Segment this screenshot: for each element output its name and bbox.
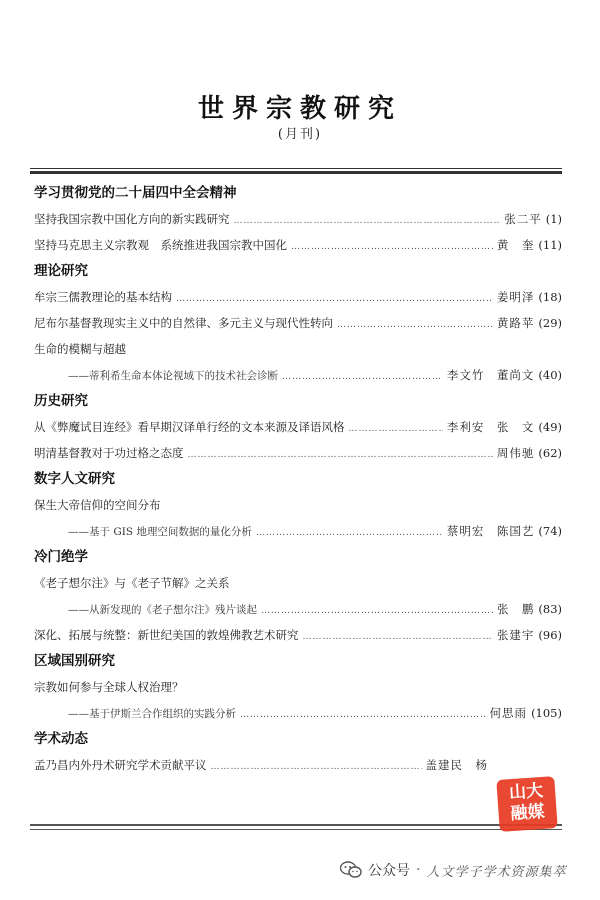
entry-author: 蔡明宏 陈国艺 xyxy=(446,524,535,538)
toc-entry[interactable] xyxy=(34,310,562,336)
toc-entry[interactable] xyxy=(34,752,562,778)
header-rule-thin xyxy=(30,168,562,169)
entry-subtitle: ——基于伊斯兰合作组织的实践分析 xyxy=(68,708,236,720)
toc-entry[interactable] xyxy=(34,362,562,388)
entry-title: 坚持马克思主义宗教观 系统推进我国宗教中国化 xyxy=(34,238,287,252)
wechat-watermark xyxy=(340,860,566,880)
entry-subtitle: ——蒂利希生命本体论视域下的技术社会诊断 xyxy=(68,370,278,382)
dot-leader xyxy=(211,754,422,780)
toc-entry[interactable] xyxy=(34,414,562,440)
entry-author: 张二平 xyxy=(504,212,542,226)
section-heading: 区域国别研究 xyxy=(34,653,115,669)
entry-page: (105) xyxy=(531,706,562,720)
dot-leader xyxy=(349,416,443,442)
toc-entry[interactable] xyxy=(34,232,562,258)
logo-line-2: 融媒 xyxy=(509,801,546,825)
entry-author: 张 鹏 xyxy=(496,602,535,616)
section-heading: 历史研究 xyxy=(34,393,88,409)
section-heading: 学习贯彻党的二十届四中全会精神 xyxy=(34,185,237,201)
entry-page: (29) xyxy=(538,316,562,330)
entry-title: 从《弊魔试目连经》看早期汉译单行经的文本来源及译语风格 xyxy=(34,420,345,434)
toc-entry[interactable] xyxy=(34,206,562,232)
section-heading: 学术动态 xyxy=(34,731,88,747)
dot-leader xyxy=(291,234,493,260)
dot-leader xyxy=(188,442,493,468)
section-heading: 理论研究 xyxy=(34,263,88,279)
logo-line-1: 山大 xyxy=(508,780,544,804)
entry-title: 明清基督教对于功过格之态度 xyxy=(34,446,184,460)
toc-entry[interactable] xyxy=(34,596,562,622)
entry-author: 姜明泽 xyxy=(496,290,535,304)
entry-author: 黄路苹 xyxy=(496,316,535,330)
entry-main-title[interactable]: 《老子想尔注》与《老子节解》之关系 xyxy=(34,576,230,590)
entry-author: 何思雨 xyxy=(489,706,528,720)
toc-entry[interactable] xyxy=(34,622,562,648)
journal-subtitle: (月刊) xyxy=(277,127,323,142)
entry-main-title[interactable]: 保生大帝信仰的空间分布 xyxy=(34,498,161,512)
dot-leader xyxy=(337,312,493,338)
wechat-separator: · xyxy=(416,862,421,878)
entry-page: (62) xyxy=(538,446,562,460)
dot-leader xyxy=(261,598,493,624)
entry-page: (18) xyxy=(538,290,562,304)
table-of-contents xyxy=(34,180,562,778)
entry-author: 张建宇 xyxy=(496,628,535,642)
dot-leader xyxy=(176,286,493,312)
section-heading: 冷门绝学 xyxy=(34,549,88,565)
footer-rule-thick xyxy=(30,824,562,826)
entry-subtitle: ——从新发现的《老子想尔注》残片谈起 xyxy=(68,604,257,616)
entry-title: 牟宗三儒教理论的基本结构 xyxy=(34,290,172,304)
entry-page: (74) xyxy=(538,524,562,538)
entry-title: 孟乃昌内外丹术研究学术贡献平议 xyxy=(34,758,207,772)
toc-entry[interactable] xyxy=(34,518,562,544)
entry-page: (1) xyxy=(545,212,562,226)
journal-title: 世界宗教研究 xyxy=(197,94,402,124)
entry-main-title[interactable]: 宗教如何参与全球人权治理？ xyxy=(34,680,184,694)
entry-author: 李利安 张 文 xyxy=(446,420,535,434)
footer-rule-thin xyxy=(30,829,562,830)
wechat-label: 公众号 xyxy=(368,863,410,879)
entry-title: 尼布尔基督教现实主义中的自然律、多元主义与现代性转向 xyxy=(34,316,333,330)
toc-entry[interactable] xyxy=(34,440,562,466)
entry-author: 盖建民 杨 xyxy=(425,758,488,772)
dot-leader xyxy=(303,624,493,650)
entry-page: (40) xyxy=(538,368,562,382)
dot-leader xyxy=(240,702,486,728)
entry-page: (11) xyxy=(538,238,562,252)
wechat-account-name: 人文学子学术资源集萃 xyxy=(426,864,567,880)
entry-page: (96) xyxy=(538,628,562,642)
header-rule-thick xyxy=(30,171,562,174)
entry-page: (49) xyxy=(538,420,562,434)
entry-title: 深化、拓展与统整：新世纪美国的敦煌佛教艺术研究 xyxy=(34,628,299,642)
entry-main-title[interactable]: 生命的模糊与超越 xyxy=(34,342,126,356)
entry-author: 周伟驰 xyxy=(496,446,535,460)
dot-leader xyxy=(234,208,501,234)
section-heading: 数字人文研究 xyxy=(34,471,115,487)
dot-leader xyxy=(282,364,443,390)
dot-leader xyxy=(256,520,443,546)
entry-author: 黄 奎 xyxy=(496,238,535,252)
wechat-icon xyxy=(340,861,362,879)
entry-page: (83) xyxy=(538,602,562,616)
toc-entry[interactable] xyxy=(34,700,562,726)
toc-entry[interactable] xyxy=(34,284,562,310)
media-logo-watermark xyxy=(496,776,557,832)
entry-title: 坚持我国宗教中国化方向的新实践研究 xyxy=(34,212,230,226)
entry-author: 李文竹 董尚文 xyxy=(446,368,535,382)
entry-subtitle: ——基于 GIS 地理空间数据的量化分析 xyxy=(68,526,252,538)
